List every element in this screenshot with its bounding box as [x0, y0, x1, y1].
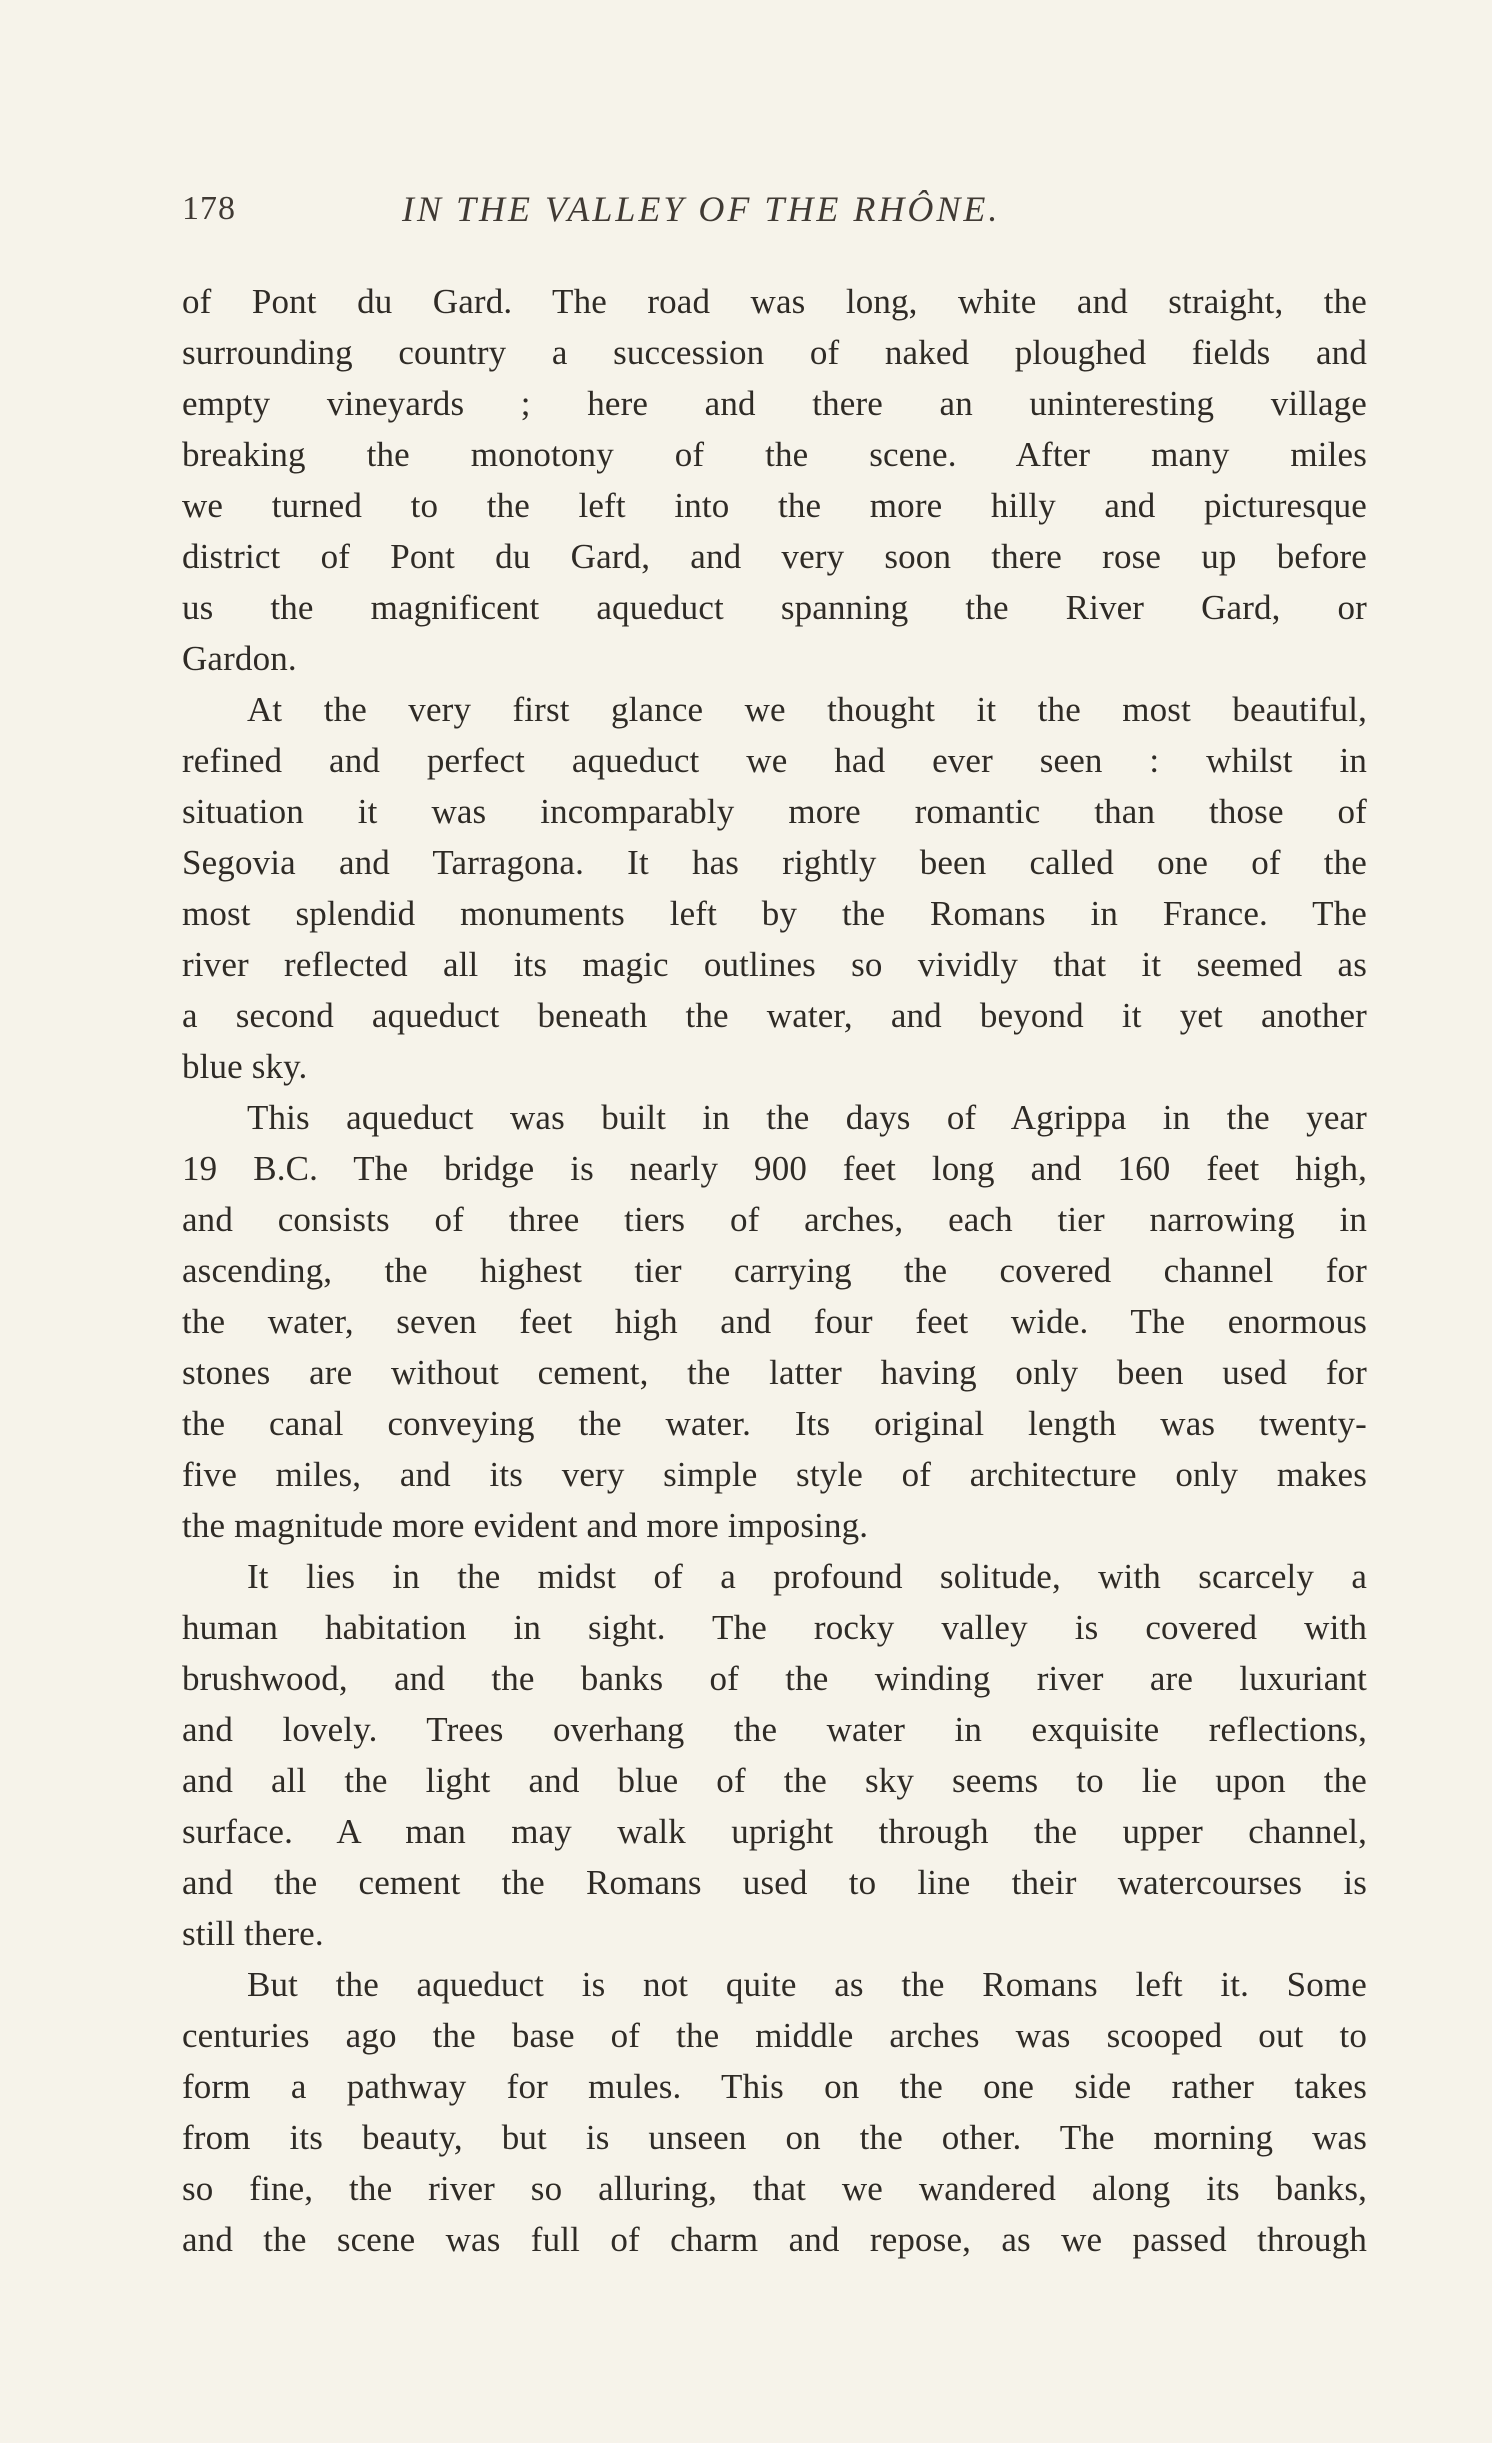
text-line: refined and perfect aqueduct we had ever seen : whilst in: [182, 741, 1367, 780]
text-line: surrounding country a succession of naked ploughed fields and: [182, 333, 1367, 372]
text-line: river reflected all its magic outlines so vividly that it seemed as: [182, 945, 1367, 984]
paragraph-start-line: At the very first glance we thought it the most beautiful,: [247, 690, 1367, 729]
page-header: [182, 184, 1367, 244]
text-line: surface. A man may walk upright through the upper channel,: [182, 1812, 1367, 1851]
text-line: of Pont du Gard. The road was long, white and straight, the: [182, 282, 1367, 321]
text-line: and consists of three tiers of arches, each tier narrowing in: [182, 1200, 1367, 1239]
paragraph-start-line: It lies in the midst of a profound solitude, with scarcely a: [247, 1557, 1367, 1596]
text-line: form a pathway for mules. This on the one side rather takes: [182, 2067, 1367, 2106]
text-line: district of Pont du Gard, and very soon there rose up before: [182, 537, 1367, 576]
text-line: 19 B.C. The bridge is nearly 900 feet long and 160 feet high,: [182, 1149, 1367, 1188]
text-line: the water, seven feet high and four feet wide. The enormous: [182, 1302, 1367, 1341]
text-line: and the scene was full of charm and repose, as we passed through: [182, 2220, 1367, 2259]
body-text: [182, 276, 1367, 2265]
text-line: the canal conveying the water. Its original length was twenty-: [182, 1404, 1367, 1443]
text-line: Gardon.: [182, 639, 297, 678]
text-line: us the magnificent aqueduct spanning the River Gard, or: [182, 588, 1367, 627]
text-line: from its beauty, but is unseen on the other. The morning was: [182, 2118, 1367, 2157]
text-line: and lovely. Trees overhang the water in exquisite reflections,: [182, 1710, 1367, 1749]
text-line: we turned to the left into the more hilly and picturesque: [182, 486, 1367, 525]
running-title: IN THE VALLEY OF THE RHÔNE.: [402, 189, 1001, 229]
text-line: situation it was incomparably more romantic than those of: [182, 792, 1367, 831]
text-line: breaking the monotony of the scene. After many miles: [182, 435, 1367, 474]
text-line: Segovia and Tarragona. It has rightly been called one of the: [182, 843, 1367, 882]
paragraph-start-line: This aqueduct was built in the days of Agrippa in the year: [247, 1098, 1367, 1137]
text-line: and all the light and blue of the sky seems to lie upon the: [182, 1761, 1367, 1800]
text-line: still there.: [182, 1914, 324, 1953]
text-line: most splendid monuments left by the Romans in France. The: [182, 894, 1367, 933]
text-line: blue sky.: [182, 1047, 308, 1086]
paragraph-start-line: But the aqueduct is not quite as the Romans left it. Some: [247, 1965, 1367, 2004]
text-line: the magnitude more evident and more imposing.: [182, 1506, 869, 1545]
text-line: centuries ago the base of the middle arches was scooped out to: [182, 2016, 1367, 2055]
text-line: empty vineyards ; here and there an uninteresting village: [182, 384, 1367, 423]
text-line: brushwood, and the banks of the winding river are luxuriant: [182, 1659, 1367, 1698]
page-number: 178: [182, 190, 236, 227]
text-line: human habitation in sight. The rocky valley is covered with: [182, 1608, 1367, 1647]
text-line: five miles, and its very simple style of architecture only makes: [182, 1455, 1367, 1494]
text-line: stones are without cement, the latter having only been used for: [182, 1353, 1367, 1392]
text-line: so fine, the river so alluring, that we wandered along its banks,: [182, 2169, 1367, 2208]
text-line: a second aqueduct beneath the water, and beyond it yet another: [182, 996, 1367, 1035]
text-line: and the cement the Romans used to line their watercourses is: [182, 1863, 1367, 1902]
text-line: ascending, the highest tier carrying the covered channel for: [182, 1251, 1367, 1290]
